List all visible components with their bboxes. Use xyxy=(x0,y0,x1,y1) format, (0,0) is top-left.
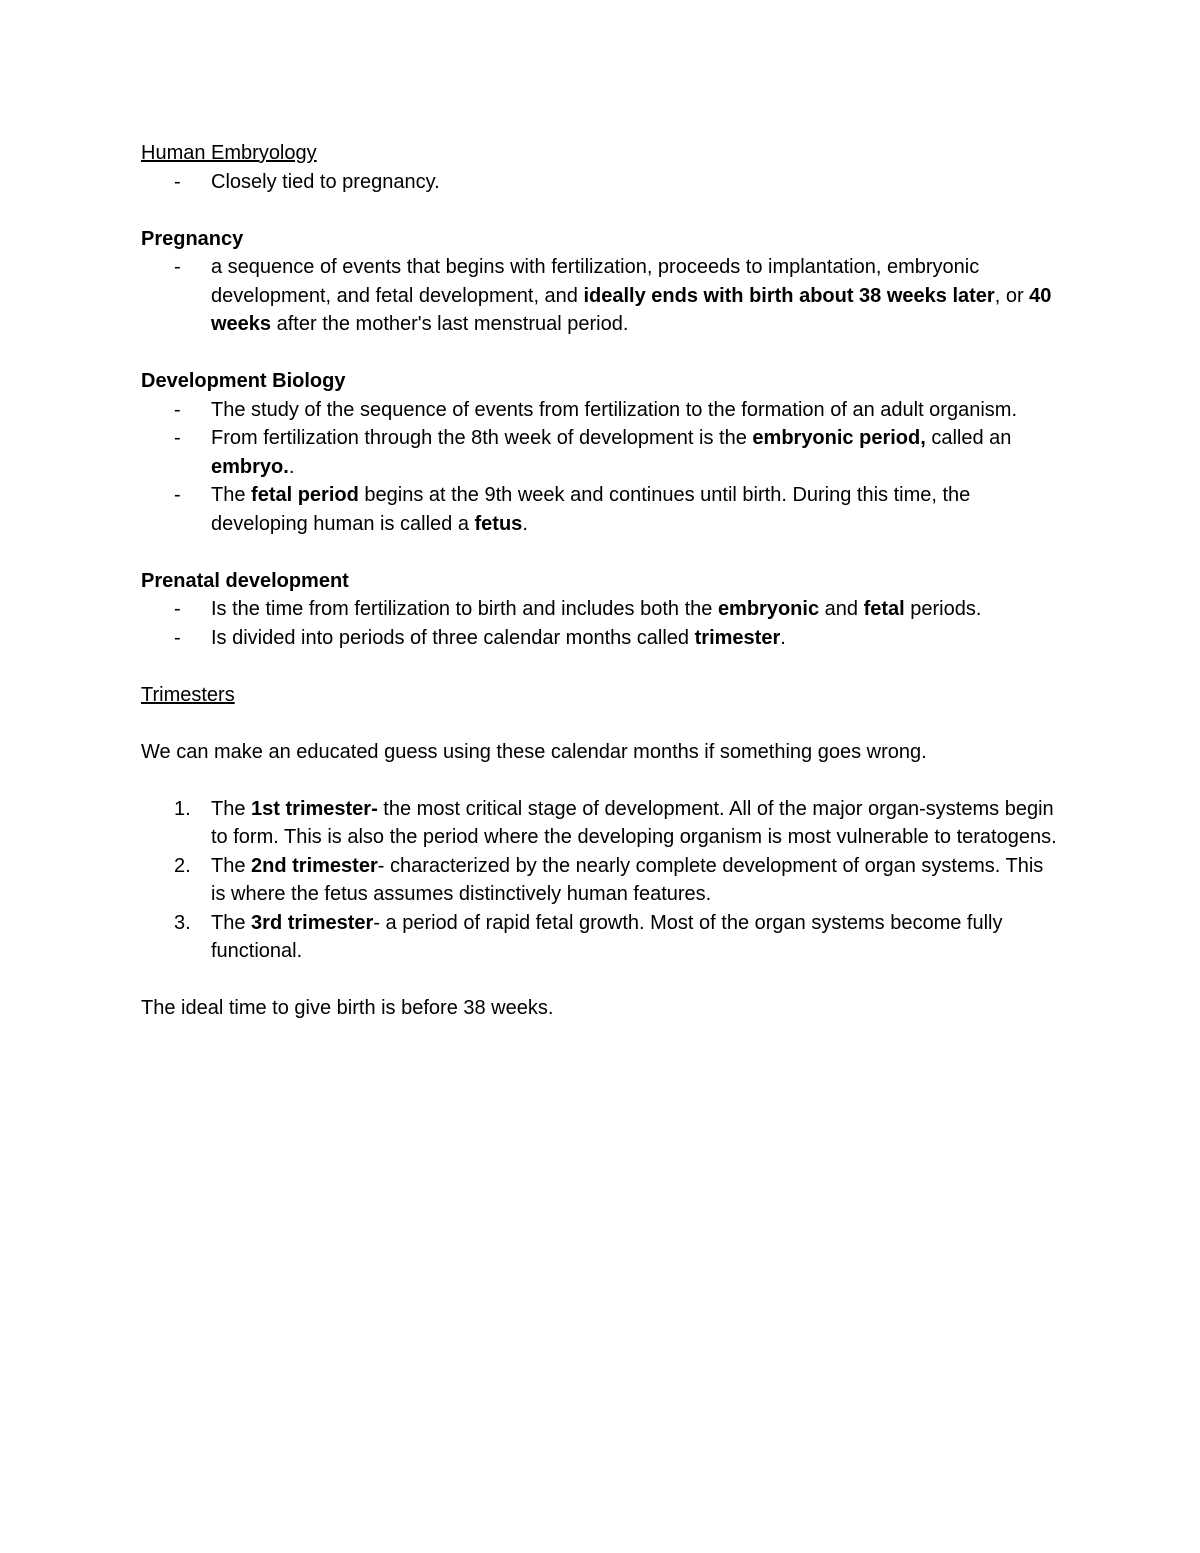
trimesters-intro: We can make an educated guess using these calendar months if something goes wrong. xyxy=(141,740,927,763)
heading-pregnancy: Pregnancy xyxy=(141,227,244,250)
list-item: 2. The 2nd trimester- characterized by the nearly complete development of organ systems. This is where the fetus assumes distinctively human features. xyxy=(141,852,1061,909)
dash-marker: - xyxy=(174,427,181,449)
number-marker: 3. xyxy=(174,911,191,934)
number-marker: 1. xyxy=(174,797,191,820)
document-page xyxy=(141,139,1061,1023)
list-item: 1. The 1st trimester- the most critical stage of development. All of the major organ-systems begin to form. This is also the period where the developing organism is most vulnerable to teratogens. xyxy=(141,795,1061,852)
list-item: - a sequence of events that begins with fertilization, proceeds to implantation, embryonic development, and fetal development, and ideally ends with birth about 38 weeks later, or 40 weeks after the mother's last menstrual period. xyxy=(141,253,1061,339)
dash-marker: - xyxy=(174,484,181,506)
dash-marker: - xyxy=(174,170,181,193)
dash-marker: - xyxy=(174,398,181,421)
pregnancy-list xyxy=(141,253,1061,339)
list-item: - Is divided into periods of three calendar months called trimester. xyxy=(141,624,1061,653)
list-item: - Is the time from fertilization to birth and includes both the embryonic and fetal periods. xyxy=(141,595,1061,624)
heading-development-biology: Development Biology xyxy=(141,370,346,392)
human-embryology-list xyxy=(141,168,1061,197)
list-item: - From fertilization through the 8th week of development is the embryonic period, called an embryo.. xyxy=(141,424,1061,481)
number-marker: 2. xyxy=(174,854,191,877)
dash-marker: - xyxy=(174,626,181,649)
list-item: - Closely tied to pregnancy. xyxy=(141,168,1061,197)
heading-human-embryology: Human Embryology xyxy=(141,142,317,164)
development-biology-list xyxy=(141,396,1061,539)
dash-marker: - xyxy=(174,256,181,278)
heading-prenatal-development: Prenatal development xyxy=(141,569,349,592)
list-item: - The fetal period begins at the 9th week and continues until birth. During this time, the developing human is called a fetus. xyxy=(141,481,1061,538)
closing-statement: The ideal time to give birth is before 38 weeks. xyxy=(141,997,554,1019)
heading-trimesters: Trimesters xyxy=(141,683,235,706)
list-item: 3. The 3rd trimester- a period of rapid fetal growth. Most of the organ systems become fully functional. xyxy=(141,909,1061,966)
list-item: - The study of the sequence of events from fertilization to the formation of an adult organism. xyxy=(141,396,1061,425)
prenatal-development-list xyxy=(141,595,1061,652)
trimesters-list xyxy=(141,795,1061,966)
dash-marker: - xyxy=(174,598,181,620)
